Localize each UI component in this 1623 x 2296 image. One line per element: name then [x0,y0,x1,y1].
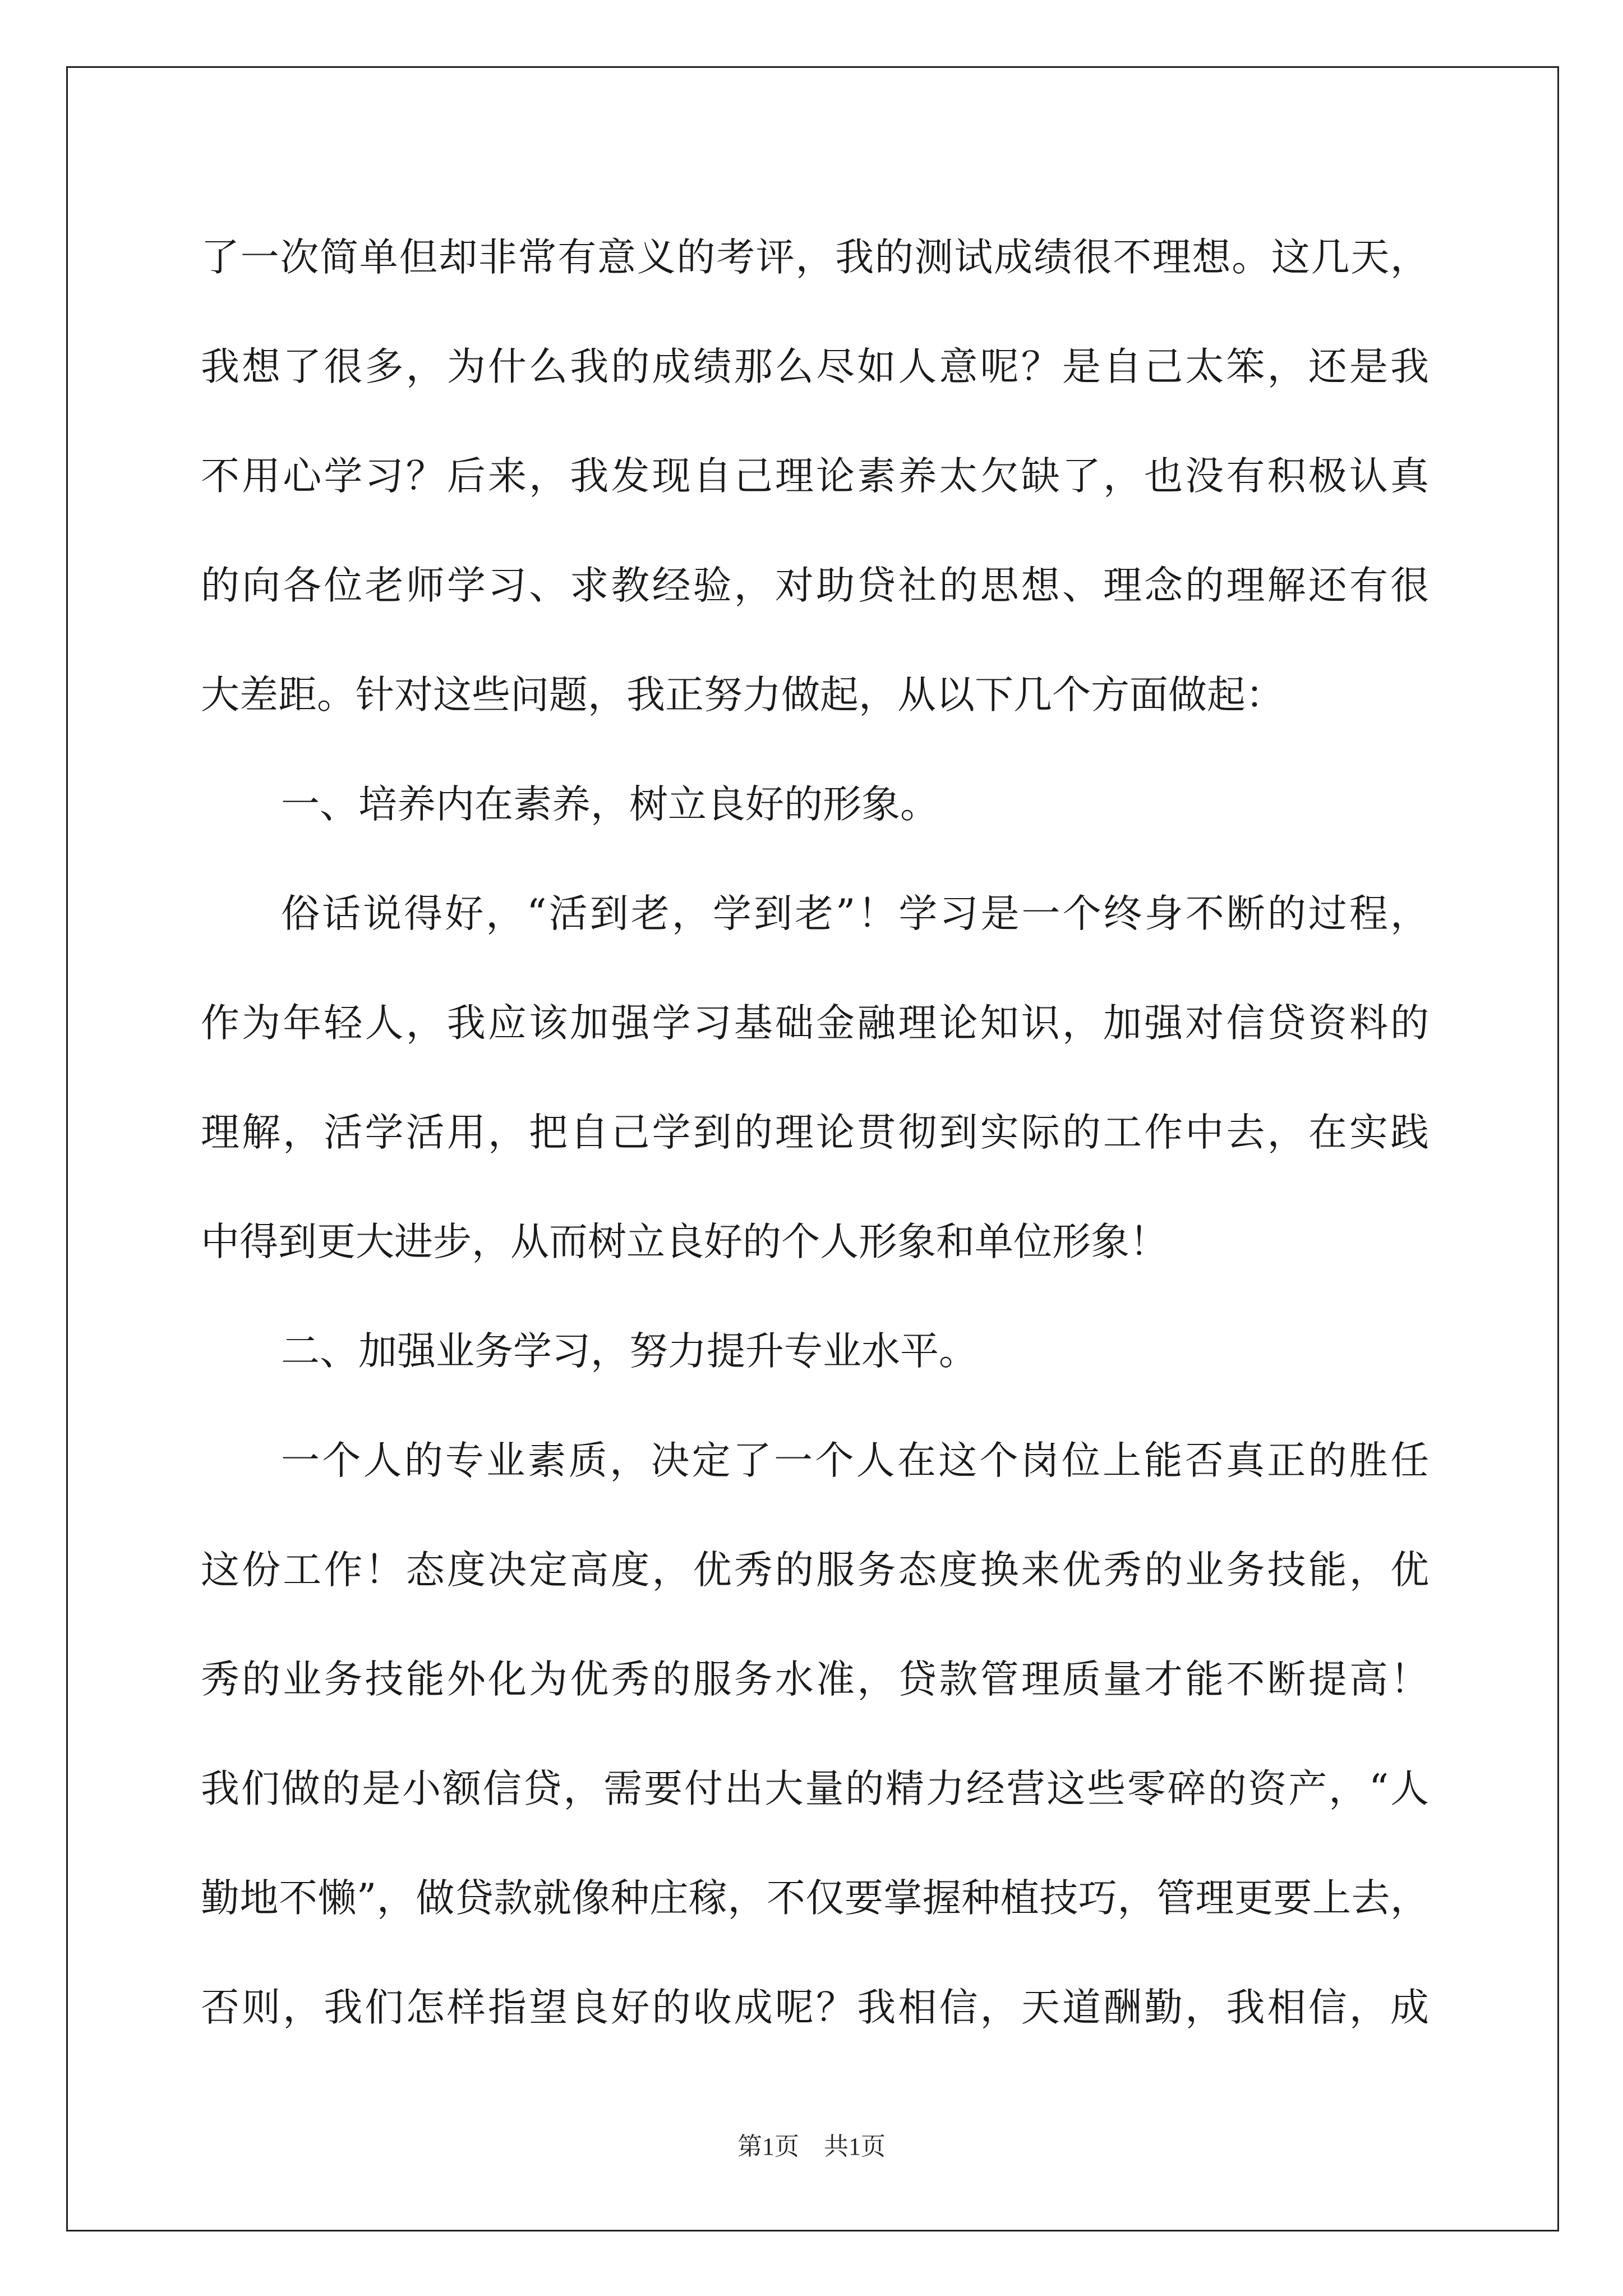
text-line: 大差距。针对这些问题，我正努力做起，从以下几个方面做起： [201,673,1284,717]
text-line: 作为年轻人，我应该加强学习基础金融理论知识，加强对信贷资料的 [201,1001,1429,1046]
text-line: 否则，我们怎样指望良好的收成呢？我相信，天道酬勤，我相信，成 [201,1985,1429,2030]
page-footer [0,2126,1623,2162]
text-line: 我们做的是小额信贷，需要付出大量的精力经营这些零碎的资产，“人 [201,1766,1429,1811]
text-line: 理解，活学活用，把自己学到的理论贯彻到实际的工作中去，在实践 [201,1110,1429,1155]
text-line: 一个人的专业素质，决定了一个人在这个岗位上能否真正的胜任 [281,1438,1429,1483]
text-line: 勤地不懒”，做贷款就像种庄稼，不仅要掌握种植技巧，管理更要上去， [201,1876,1429,1921]
section-heading: 二、加强业务学习，努力提升专业水平。 [281,1329,978,1374]
text-line: 了一次简单但却非常有意义的考评，我的测试成绩很不理想。这几天， [201,235,1429,280]
text-line: 我想了很多，为什么我的成绩那么尽如人意呢？是自己太笨，还是我 [201,344,1429,389]
text-line: 这份工作！态度决定高度，优秀的服务态度换来优秀的业务技能，优 [201,1548,1429,1593]
section-heading: 一、培养内在素养，树立良好的形象。 [281,782,939,827]
text-line: 不用心学习？后来，我发现自己理论素养太欠缺了，也没有积极认真 [201,454,1429,499]
text-line: 秀的业务技能外化为优秀的服务水准，贷款管理质量才能不断提高！ [201,1657,1429,1702]
text-line: 中得到更大进步，从而树立良好的个人形象和单位形象！ [201,1220,1168,1264]
document-body [201,203,1429,2063]
text-line: 俗话说得好，“活到老，学到老”！学习是一个终身不断的过程， [281,891,1429,936]
page-number-label: 第1页 共1页 [737,2133,886,2160]
text-line: 的向各位老师学习、求教经验，对助贷社的思想、理念的理解还有很 [201,563,1429,608]
